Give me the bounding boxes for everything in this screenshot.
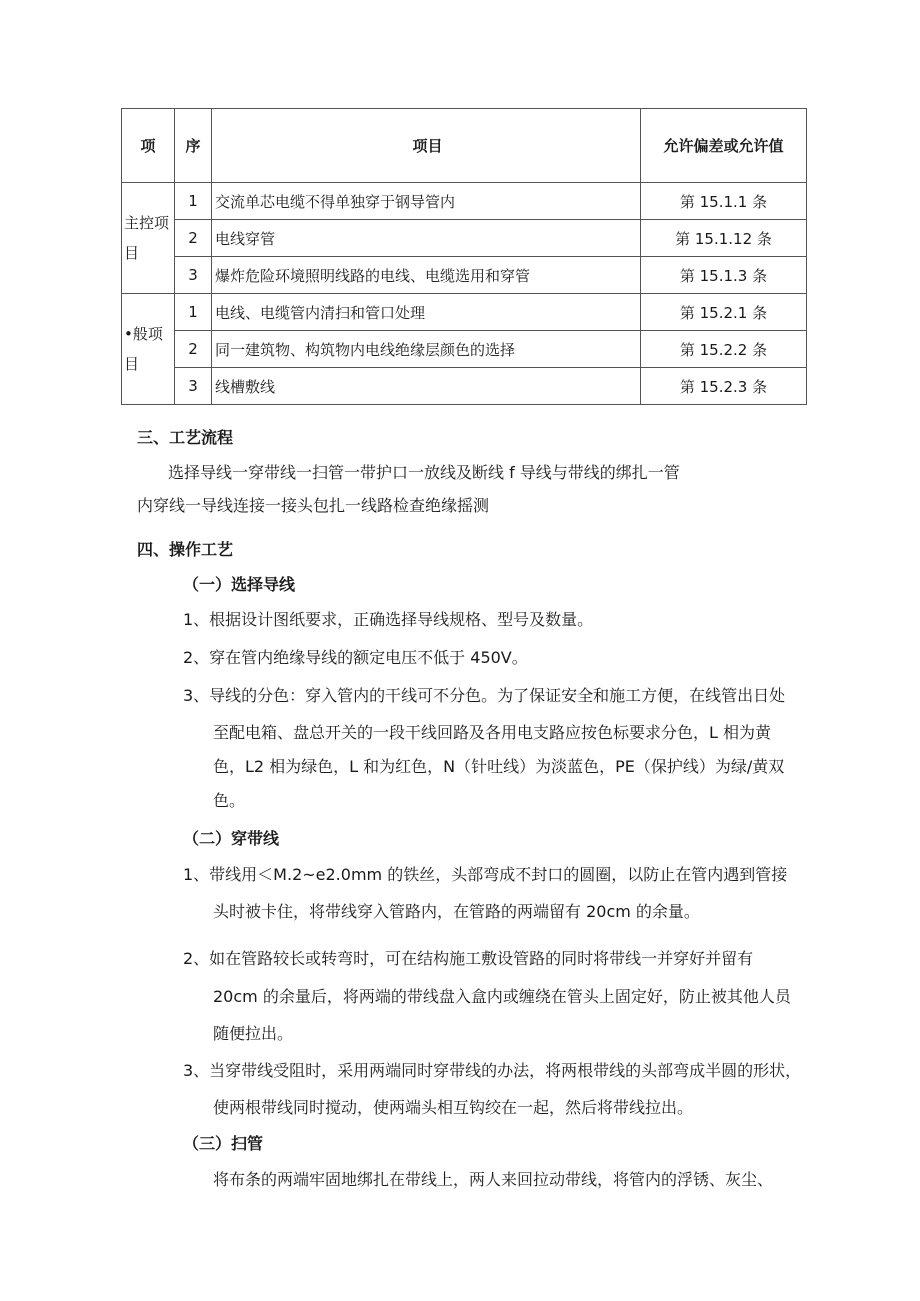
process-flow-line: 选择导线一穿带线一扫管一带护口一放线及断线 f 导线与带线的绑扎一管	[168, 463, 680, 482]
row-item: 交流单芯电缆不得单独穿于钢导管内	[212, 183, 641, 220]
header-tolerance: 允许偏差或允许值	[641, 109, 807, 183]
row-ref: 第 15.2.3 条	[641, 368, 807, 405]
paragraph: 2、如在管路较长或转弯时，可在结构施工敷设管路的同时将带线一并穿好并留有	[183, 949, 754, 968]
process-flow-line: 内穿线一导线连接一接头包扎一线路检查绝缘摇测	[137, 496, 490, 515]
paragraph-continuation: 随便拉出。	[213, 1024, 294, 1043]
row-item: 爆炸危险环境照明线路的电线、电缆选用和穿管	[212, 257, 641, 294]
acceptance-table	[121, 108, 807, 405]
row-seq: 3	[175, 257, 212, 294]
paragraph: 3、当穿带线受阻时，采用两端同时穿带线的办法，将两根带线的头部弯成半圆的形状，	[183, 1061, 802, 1080]
paragraph: 2、穿在管内绝缘导线的额定电压不低于 450V。	[183, 648, 528, 667]
header-group: 项	[122, 109, 175, 183]
table-row	[122, 257, 807, 294]
paragraph: 将布条的两端牢固地绑扎在带线上，两人来回拉动带线，将管内的浮锈、灰尘、	[213, 1170, 774, 1189]
table-row	[122, 294, 807, 331]
row-ref: 第 15.1.12 条	[641, 220, 807, 257]
section-title-process-flow: 三、工艺流程	[137, 428, 234, 447]
paragraph: 1、根据设计图纸要求，正确选择导线规格、型号及数量。	[183, 610, 594, 629]
subsection-title-sweep-pipe: （三）扫管	[183, 1134, 264, 1153]
group-label: 主控项目	[124, 214, 170, 262]
table-row	[122, 331, 807, 368]
row-seq: 3	[175, 368, 212, 405]
row-item: 同一建筑物、构筑物内电线绝缘层颜色的选择	[212, 331, 641, 368]
group-label: •般项目	[124, 325, 163, 373]
table-row	[122, 220, 807, 257]
row-ref: 第 15.1.3 条	[641, 257, 807, 294]
row-seq: 2	[175, 331, 212, 368]
row-item: 电线、电缆管内清扫和管口处理	[212, 294, 641, 331]
paragraph-continuation: 色，L2 相为绿色，L 和为红色，N（针吐线）为淡蓝色，PE（保护线）为绿/黄双	[213, 757, 785, 776]
table-header-row	[122, 109, 807, 183]
row-item: 线槽敷线	[212, 368, 641, 405]
subsection-title-lead-wire: （二）穿带线	[183, 829, 280, 848]
paragraph-continuation: 20cm 的余量后，将两端的带线盘入盒内或缠绕在管头上固定好，防止被其他人员	[213, 987, 791, 1006]
row-seq: 1	[175, 183, 212, 220]
paragraph: 3、导线的分色：穿入管内的干线可不分色。为了保证安全和施工方便，在线管出日处	[183, 686, 786, 705]
table-row	[122, 183, 807, 220]
group-main-control	[122, 183, 175, 294]
row-ref: 第 15.2.2 条	[641, 331, 807, 368]
header-seq: 序	[175, 109, 212, 183]
section-title-operation: 四、操作工艺	[137, 540, 234, 559]
group-general	[122, 294, 175, 405]
paragraph: 1、带线用＜M.2~e2.0mm 的铁丝，头部弯成不封口的圆圈，以防止在管内遇到管接	[183, 865, 788, 884]
paragraph-continuation: 头时被卡住，将带线穿入管路内，在管路的两端留有 20cm 的余量。	[213, 902, 700, 921]
paragraph-continuation: 使两根带线同时搅动，使两端头相互钩绞在一起，然后将带线拉出。	[213, 1098, 694, 1117]
header-item: 项目	[212, 109, 641, 183]
paragraph-continuation: 至配电箱、盘总开关的一段干线回路及各用电支路应按色标要求分色，L 相为黄	[213, 723, 772, 742]
paragraph-continuation: 色。	[213, 791, 246, 810]
row-ref: 第 15.1.1 条	[641, 183, 807, 220]
row-seq: 2	[175, 220, 212, 257]
row-item: 电线穿管	[212, 220, 641, 257]
row-seq: 1	[175, 294, 212, 331]
subsection-title-select-wire: （一）选择导线	[183, 575, 296, 594]
row-ref: 第 15.2.1 条	[641, 294, 807, 331]
table-row	[122, 368, 807, 405]
